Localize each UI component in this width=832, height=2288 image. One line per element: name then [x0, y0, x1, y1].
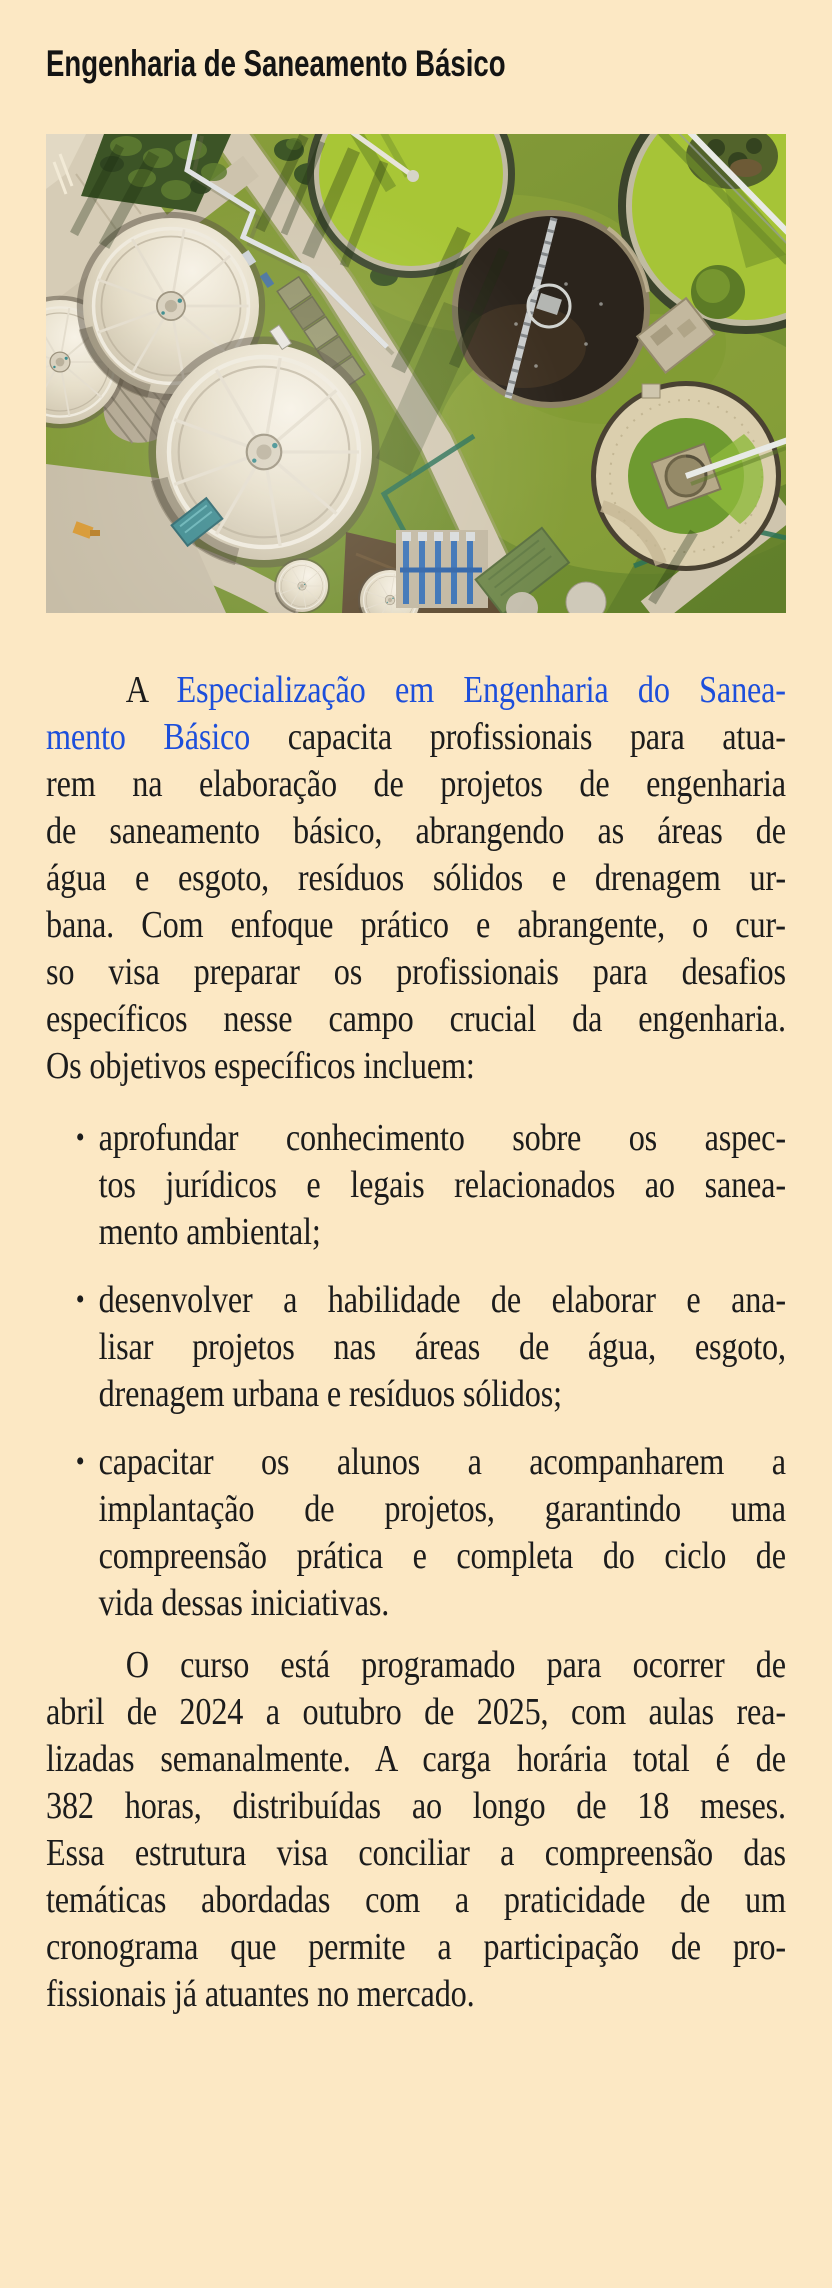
text-line — [46, 667, 786, 714]
text-line — [46, 949, 786, 996]
text-line — [99, 1324, 786, 1371]
text-line — [46, 1783, 786, 1830]
bullet-icon: • — [75, 1121, 85, 1154]
text-line — [99, 1162, 786, 1209]
text-line — [99, 1115, 786, 1162]
text-segment: compreensão prática e completa do ciclo de — [98, 1535, 786, 1577]
course-link[interactable]: Especialização em Engenharia do Sanea- — [176, 669, 786, 711]
schedule-paragraph — [46, 1642, 786, 2018]
text-segment: A — [125, 669, 177, 711]
body-copy — [46, 667, 786, 2018]
list-item — [46, 1115, 786, 1256]
text-segment: 382 horas, distribuídas ao longo de 18 meses. — [46, 1785, 786, 1827]
text-segment: tos jurídicos e legais relacionados ao sanea- — [98, 1164, 786, 1206]
bullet-icon: • — [75, 1283, 85, 1316]
text-line — [99, 1209, 786, 1256]
text-segment: lizadas semanalmente. A carga horária total é de — [46, 1738, 786, 1780]
page-title: Engenharia de Saneamento Básico — [46, 43, 506, 84]
text-segment: drenagem urbana e resíduos sólidos; — [98, 1373, 562, 1415]
text-segment: Os objetivos específicos incluem: — [46, 1045, 475, 1087]
text-segment: O curso está programado para ocorrer de — [125, 1644, 786, 1686]
text-line — [99, 1533, 786, 1580]
intro-paragraph — [46, 667, 786, 1090]
text-line — [46, 1877, 786, 1924]
list-item — [46, 1277, 786, 1418]
text-line — [46, 1924, 786, 1971]
bullet-icon: • — [75, 1445, 85, 1478]
text-line — [46, 855, 786, 902]
text-segment: fissionais já atuantes no mercado. — [46, 1973, 475, 2015]
text-line — [46, 761, 786, 808]
text-line — [46, 996, 786, 1043]
list-item — [46, 1439, 786, 1627]
text-segment: implantação de projetos, garantindo uma — [98, 1488, 786, 1530]
text-segment: capacitar os alunos a acompanharem a — [98, 1441, 786, 1483]
text-segment: capacita profissionais para atua- — [250, 716, 786, 758]
text-line — [46, 808, 786, 855]
text-segment: lisar projetos nas áreas de água, esgoto, — [98, 1326, 786, 1368]
text-line — [99, 1277, 786, 1324]
course-link[interactable]: mento Básico — [46, 716, 251, 758]
text-line — [46, 714, 786, 761]
text-segment: mento ambiental; — [98, 1211, 321, 1253]
text-line — [46, 1736, 786, 1783]
text-segment: bana. Com enfoque prático e abrangente, o cur- — [46, 904, 786, 946]
text-segment: abril de 2024 a outubro de 2025, com aulas rea- — [46, 1691, 786, 1733]
text-line — [46, 1689, 786, 1736]
list-item-text — [99, 1277, 786, 1418]
list-item-text — [99, 1439, 786, 1627]
text-segment: temáticas abordadas com a praticidade de um — [46, 1879, 786, 1921]
text-segment: aprofundar conhecimento sobre os aspec- — [98, 1117, 786, 1159]
text-line — [46, 1971, 786, 2018]
text-line — [46, 902, 786, 949]
list-item-text — [99, 1115, 786, 1256]
text-line — [46, 1043, 786, 1090]
text-segment: vida dessas iniciativas. — [98, 1582, 390, 1624]
objectives-list — [46, 1115, 786, 1627]
text-segment: de saneamento básico, abrangendo as áreas de — [46, 810, 786, 852]
text-segment: rem na elaboração de projetos de engenharia — [46, 763, 786, 805]
text-segment: específicos nesse campo crucial da engenharia. — [46, 998, 786, 1040]
text-line — [99, 1439, 786, 1486]
text-segment: so visa preparar os profissionais para desafios — [46, 951, 786, 993]
text-line — [46, 1642, 786, 1689]
text-line — [46, 1830, 786, 1877]
text-line — [99, 1371, 786, 1418]
hero-photo — [46, 134, 786, 613]
text-segment: água e esgoto, resíduos sólidos e drenagem ur- — [46, 857, 786, 899]
text-segment: cronograma que permite a participação de pro- — [46, 1926, 786, 1968]
text-segment: desenvolver a habilidade de elaborar e ana- — [98, 1279, 786, 1321]
text-line — [99, 1486, 786, 1533]
text-line — [99, 1580, 786, 1627]
text-segment: Essa estrutura visa conciliar a compreensão das — [46, 1832, 786, 1874]
